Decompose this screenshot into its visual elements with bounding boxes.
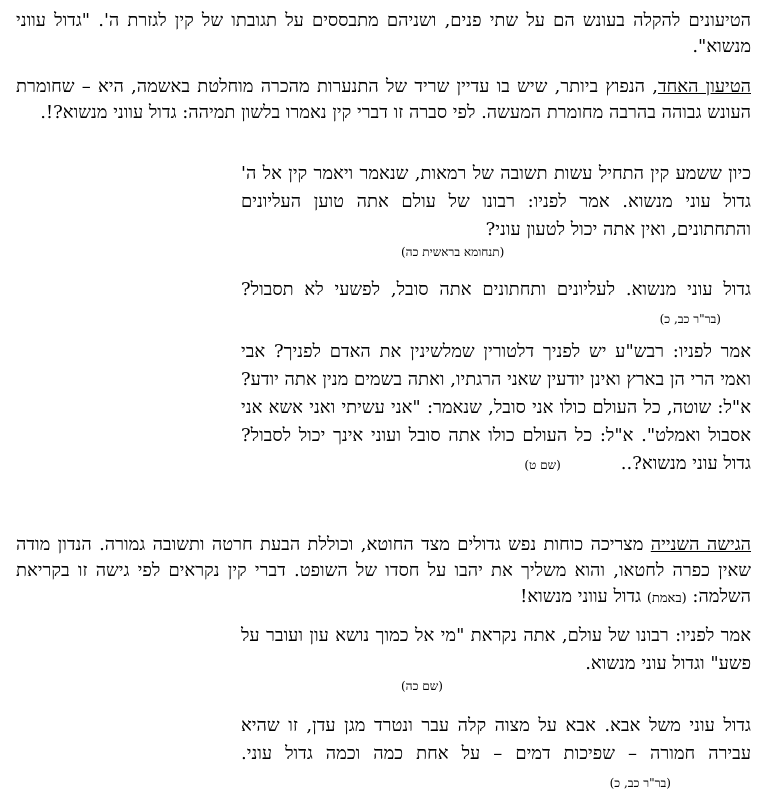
- quote-bereshit-rabba-1-source: (בר"ר כב, כ): [659, 312, 721, 326]
- quote-mi-el-kamocha-source: (שם כה): [401, 679, 443, 693]
- quote-tanchuma: [241, 160, 751, 260]
- second-approach-inline-source: (באמת): [646, 591, 687, 606]
- second-approach-tail: גדול עווני מנשוא!: [520, 586, 647, 607]
- quote-bereshit-rabba-2-text: גדול עוני משל אבא. אבא על מצוה קלה עבר ונטרד מגן עדן, זו שהיא עבירה חמורה – שפיכות דמים – על אחת כמה וכמה גדול עוני.: [241, 715, 751, 764]
- second-approach-paragraph: [16, 532, 751, 612]
- intro-paragraph: [16, 8, 751, 60]
- quote-tanchuma-source: (תנחומא בראשית כה): [401, 245, 505, 259]
- quote-bereshit-rabba-1: [241, 276, 751, 333]
- quote-delatorin-source: (שם ט): [524, 458, 561, 472]
- quote-bereshit-rabba-2: [241, 712, 751, 797]
- quote-mi-el-kamocha-text: אמר לפניו: רבונו של עולם, אתה נקראת "מי אל כמוך נושא עון ועובר על פשע" וגדול עוני מנשוא.: [241, 625, 751, 674]
- quote-bereshit-rabba-2-source: (בר"ר כב, כ): [609, 776, 671, 790]
- quote-mi-el-kamocha: [241, 622, 751, 694]
- quote-tanchuma-text: כיון ששמע קין התחיל עשות תשובה של רמאות, שנאמר ויאמר קין אל ה' גדול עוני מנשוא. אמר לפניו: רבונו של עולם אתה טוען העליונים והתחתונים, ואין אתה יכול לטעון עוני?: [241, 163, 751, 240]
- quote-delatorin-text: אמר לפניו: רבש"ע יש לפניך דלטורין שמלשינין את האדם לפניך? אבי ואמי הרי הן בארץ ואינן יודעין שאני הרגתיו, ואתה בשמים מנין אתה יודע? א"ל: שוטה, כל העולם כולו אני סובל, שנאמר: "אני עשיתי ואני אשא אני אסבול ואמלט". א"ל: כל העולם כולו אתה סובל ועוני אינך יכול לסבול? גדול עוני מנשוא?..: [241, 341, 751, 474]
- first-argument-text: , הנפוץ ביותר, שיש בו עדיין שריד של התנערות מהכרה מוחלטת באשמה, היא – שחומרת העונש גבוהה בהרבה מחומרת המעשה. לפי סברה זו דברי קין נאמרו בלשון תמיהה: גדול עווני מנשוא?!.: [16, 76, 751, 123]
- intro-text: הטיעונים להקלה בעונש הם על שתי פנים, ושניהם מתבססים על תגובתו של קין לגזרת ה'. "גדול עווני מנשוא".: [16, 10, 751, 57]
- second-approach-text: מצריכה כוחות נפש גדולים מצד החוטא, וכוללת הבעת חרטה ותשובה גמורה. הנדון מודה שאין כפרה לחטאו, והוא משליך את יהבו על חסדו של השופט. דברי קין נקראים לפי גישה זו בקריאת השלמה:: [16, 534, 751, 607]
- first-argument-paragraph: [16, 74, 751, 126]
- second-approach-heading: הגישה השנייה: [650, 534, 752, 555]
- quote-delatorin: [241, 338, 751, 479]
- first-argument-heading: הטיעון האחד: [657, 76, 751, 97]
- quote-bereshit-rabba-1-text: גדול עוני מנשוא. לעליונים ותחתונים אתה סובל, לפשעי לא תסבול?: [241, 279, 751, 300]
